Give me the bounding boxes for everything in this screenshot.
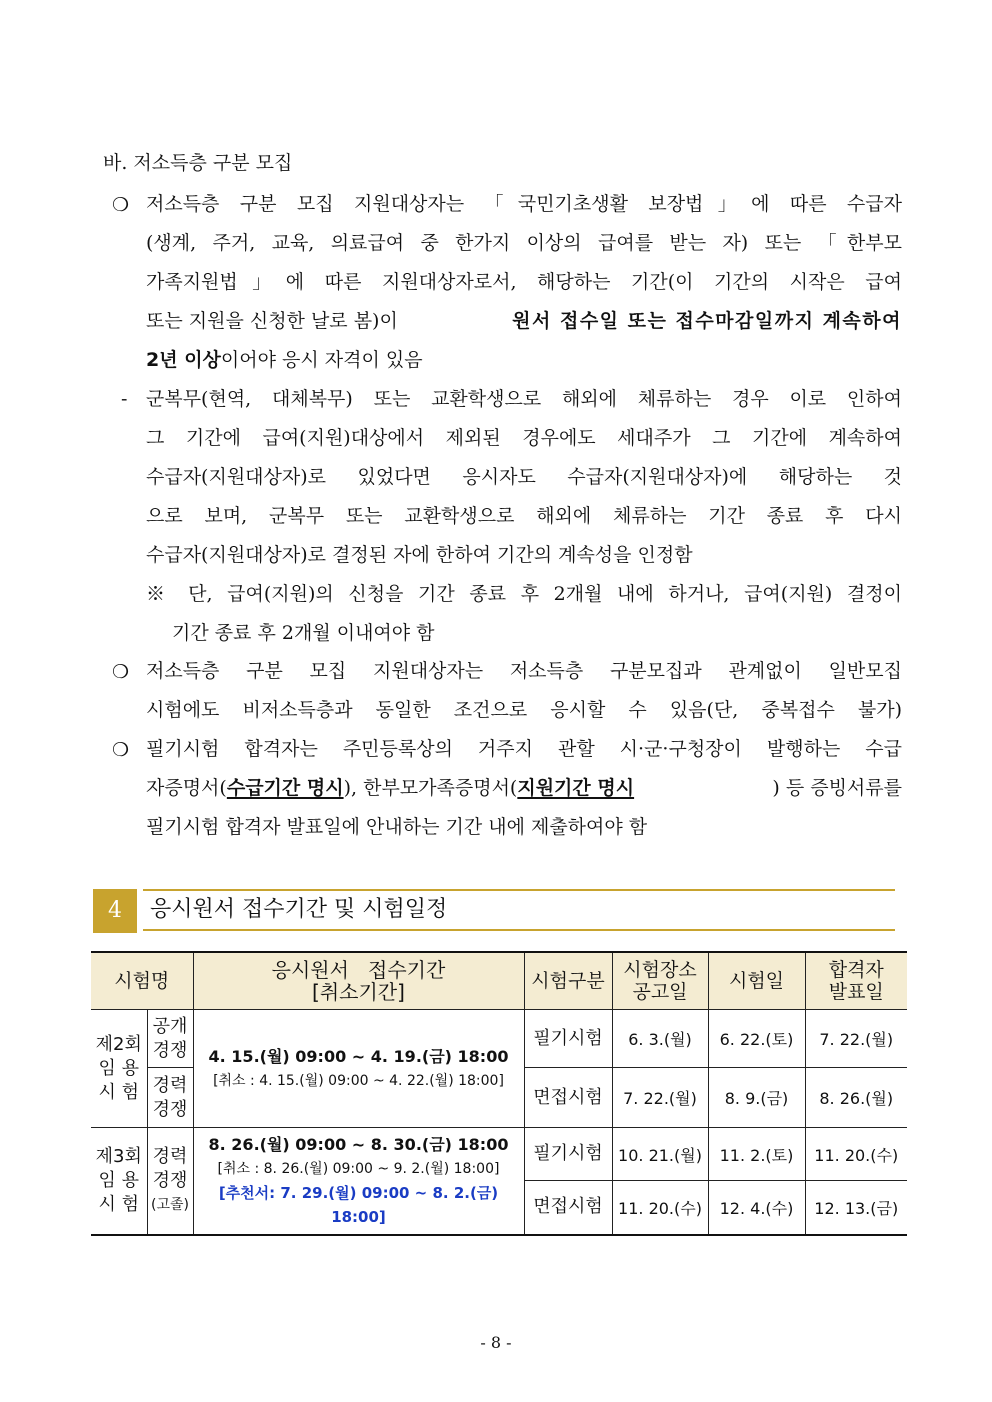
header-exam-date: 시험일 — [708, 952, 805, 1010]
section-heading: 바. 저소득층 구분 모집 — [103, 152, 293, 174]
p1-bold-years: 2년 이상 — [146, 349, 221, 371]
header-period-sub: [취소기간] — [312, 980, 405, 1004]
header-venue-sub: 공고일 — [632, 981, 688, 1003]
round2-name-3: 시 험 — [98, 1081, 139, 1103]
round3-interview-result: 12. 13.(금) — [805, 1181, 907, 1235]
p3-line-2 — [146, 775, 902, 801]
round2-cat-career-1: 경력 — [152, 1074, 188, 1096]
note-line-2: 기간 종료 후 2개월 이내여야 함 — [172, 622, 435, 644]
round3-cancel: [취소 : 8. 26.(월) 09:00 ~ 9. 2.(월) 18:00] — [217, 1160, 500, 1177]
round3-interview-venue: 11. 20.(수) — [612, 1181, 708, 1235]
d1-line-4: 으로 보며, 군복무 또는 교환학생으로 해외에 체류하는 기간 종료 후 다시 — [146, 505, 902, 527]
p1-line-4 — [146, 308, 902, 334]
d1-line-5: 수급자(지원대상자)로 결정된 자에 한하여 기간의 계속성을 인정함 — [146, 544, 693, 566]
header-result — [805, 952, 907, 1010]
bullet-icon: ❍ — [112, 739, 130, 761]
header-period-main: 응시원서 접수기간 — [271, 958, 446, 982]
p3-bold-benefit-period: 수급기간 명시 — [226, 777, 344, 799]
round3-recommend: [추천서: 7. 29.(월) 09:00 ~ 8. 2.(금) 18:00] — [218, 1183, 499, 1226]
round3-name — [91, 1128, 147, 1235]
p2-line-2: 시험에도 비저소득층과 동일한 조건으로 응시할 수 있음(단, 중복접수 불가) — [146, 699, 902, 721]
header-result-main: 합격자 — [828, 959, 884, 981]
round2-cat-open-2: 경쟁 — [152, 1039, 188, 1061]
p1-line-3: 가족지원법」에 따른 지원대상자로서, 해당하는 기간(이 기간의 시작은 급여 — [146, 271, 902, 293]
round2-period — [193, 1010, 524, 1128]
table-header-row — [91, 952, 907, 1010]
round3-cat-1: 경력 — [152, 1145, 188, 1167]
round2-name-2: 임 용 — [98, 1057, 139, 1079]
section-title: 응시원서 접수기간 및 시험일정 — [150, 897, 448, 922]
dash-icon: - — [121, 388, 128, 410]
p1-line-2: (생계, 주거, 교육, 의료급여 중 한가지 이상의 급여를 받는 자) 또는 「한부모 — [146, 232, 902, 254]
p1-line-1: 저소득층 구분 모집 지원대상자는 「국민기초생활 보장법」에 따른 수급자 — [146, 193, 902, 215]
p3-text-a: 자증명서( — [146, 777, 227, 799]
p3-line-1: 필기시험 합격자는 주민등록상의 거주지 관할 시·군·구청장이 발행하는 수급 — [146, 738, 902, 760]
p1-line-5-text: 이어야 응시 자격이 있음 — [220, 349, 423, 371]
round2-cat-open-1: 공개 — [152, 1015, 188, 1037]
d1-line-2: 그 기간에 급여(지원)대상에서 제외된 경우에도 세대주가 그 기간에 계속하여 — [146, 427, 902, 449]
header-exam-type: 시험구분 — [524, 952, 612, 1010]
section-rule-bottom — [143, 929, 895, 931]
round2-written-date: 6. 22.(토) — [708, 1010, 805, 1068]
round2-written-venue: 6. 3.(월) — [612, 1010, 708, 1068]
round2-interview-date: 8. 9.(금) — [708, 1068, 805, 1128]
round2-written-result: 7. 22.(월) — [805, 1010, 907, 1068]
p2-line-1: 저소득층 구분 모집 지원대상자는 저소득층 구분모집과 관계없이 일반모집 — [146, 660, 902, 682]
round2-name — [91, 1010, 147, 1128]
header-venue — [612, 952, 708, 1010]
round2-period-main: 4. 15.(월) 09:00 ~ 4. 19.(금) 18:00 — [208, 1046, 509, 1066]
header-result-sub: 발표일 — [828, 981, 884, 1003]
bullet-icon: ❍ — [112, 194, 130, 216]
d1-line-1: 군복무(현역, 대체복무) 또는 교환학생으로 해외에 체류하는 경우 이로 인하여 — [146, 388, 902, 410]
round2-cat-open — [147, 1010, 193, 1068]
round3-written-venue: 10. 21.(월) — [612, 1128, 708, 1181]
round3-name-2: 임 용 — [98, 1169, 139, 1191]
header-venue-main: 시험장소 — [623, 959, 697, 981]
section-number-badge: 4 — [93, 889, 137, 933]
round2-cancel: [취소 : 4. 15.(월) 09:00 ~ 4. 22.(월) 18:00] — [213, 1072, 504, 1089]
schedule-table — [91, 951, 907, 1236]
p3-line-2-group — [146, 775, 634, 801]
table-row — [91, 1128, 907, 1181]
p1-line-5 — [146, 347, 423, 373]
page-number: - 8 - — [480, 1333, 512, 1352]
table-row — [91, 1010, 907, 1068]
round3-name-1: 제3회 — [95, 1145, 142, 1167]
note-line-1: ※ 단, 급여(지원)의 신청을 기간 종료 후 2개월 내에 하거나, 급여(지원) 결정이 — [146, 583, 902, 605]
round2-type-interview: 면접시험 — [524, 1068, 612, 1128]
round2-interview-result: 8. 26.(월) — [805, 1068, 907, 1128]
round2-name-1: 제2회 — [95, 1033, 142, 1055]
d1-line-3: 수급자(지원대상자)로 있었다면 응시자도 수급자(지원대상자)에 해당하는 것 — [146, 466, 902, 488]
round3-written-result: 11. 20.(수) — [805, 1128, 907, 1181]
round3-type-written: 필기시험 — [524, 1128, 612, 1181]
p1-bold-condition: 원서 접수일 또는 접수마감일까지 계속하여 — [512, 310, 902, 332]
section-rule-top — [143, 889, 895, 891]
round2-type-written: 필기시험 — [524, 1010, 612, 1068]
round3-interview-date: 12. 4.(수) — [708, 1181, 805, 1235]
header-exam-name: 시험명 — [91, 952, 193, 1010]
p3-text-c: ) 등 증빙서류를 — [772, 777, 902, 799]
round3-type-interview: 면접시험 — [524, 1181, 612, 1235]
p3-line-3: 필기시험 합격자 발표일에 안내하는 기간 내에 제출하여야 함 — [146, 816, 648, 838]
bullet-icon: ❍ — [112, 661, 130, 683]
p3-text-b: ), 한부모가족증명서( — [343, 777, 518, 799]
round3-name-3: 시 험 — [98, 1193, 139, 1215]
round3-cat-3: (고졸) — [151, 1196, 189, 1213]
round2-interview-venue: 7. 22.(월) — [612, 1068, 708, 1128]
round2-cat-career — [147, 1068, 193, 1128]
round3-cat-2: 경쟁 — [152, 1169, 188, 1191]
round3-period — [193, 1128, 524, 1235]
round2-cat-career-2: 경쟁 — [152, 1098, 188, 1120]
round3-period-main: 8. 26.(월) 09:00 ~ 8. 30.(금) 18:00 — [208, 1134, 509, 1154]
round3-written-date: 11. 2.(토) — [708, 1128, 805, 1181]
header-period — [193, 952, 524, 1010]
p1-line-4-text: 또는 지원을 신청한 날로 봄)이 — [146, 310, 398, 332]
round3-cat — [147, 1128, 193, 1235]
p3-bold-support-period: 지원기간 명시 — [517, 777, 635, 799]
